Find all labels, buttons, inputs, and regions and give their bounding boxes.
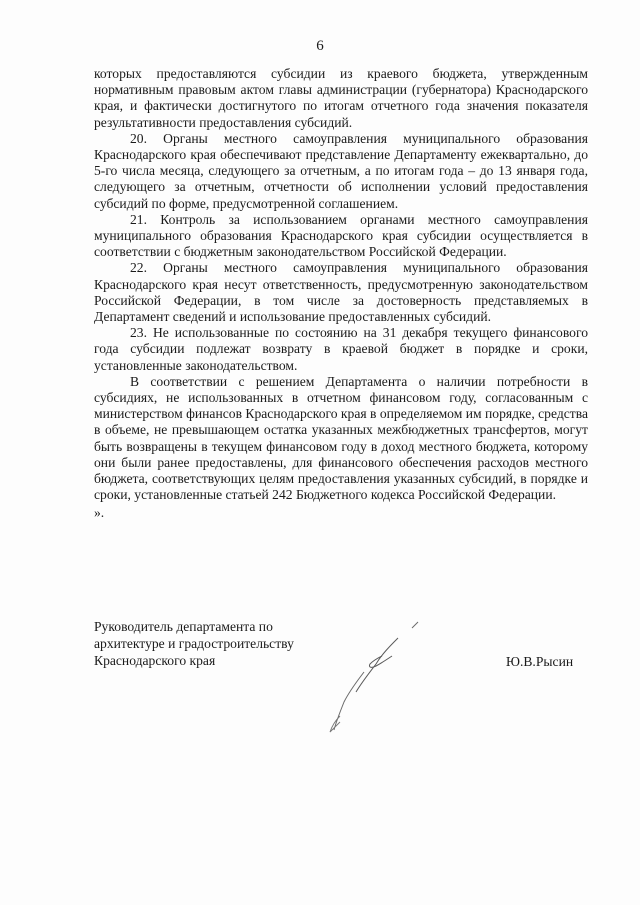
signatory-title-line-1: Руководитель департамента по [94, 619, 273, 634]
page-number: 6 [316, 38, 324, 54]
handwritten-signature [300, 612, 440, 742]
signatory-title-line-2: архитектуре и градостроительству [94, 636, 294, 651]
signatory-title-line-3: Краснодарского края [94, 653, 216, 668]
document-body [94, 66, 588, 522]
paragraph-20: 20. Органы местного самоуправления муниципального образования Краснодарского края обеспечивают представление Департаменту ежеквартально, до 5-го числа месяца, следующего за отчетным, а по итогам года – до 13 января года, следующего за отчетным, отчетности об исполнении условий предоставления субсидий по форме, предусмотренной соглашением. [94, 130, 588, 211]
paragraph-21: 21. Контроль за использованием органами местного самоуправления муниципального образования Краснодарского края субсидии осуществляется в соответствии с бюджетным законодательством Российской Федерации. [94, 211, 588, 260]
signatory-name: Ю.В.Рысин [506, 654, 574, 669]
closing-quote-mark: ». [94, 505, 105, 521]
paragraph-continuation: которых предоставляются субсидии из краевого бюджета, утвержденным нормативным правовым актом главы администрации (губернатора) Краснодарского края, и фактически достигнутого по итогам отчетного года значения показателя результативности предоставления субсидий. [94, 66, 588, 130]
paragraph-23: 23. Не использованные по состоянию на 31 декабря текущего финансового года субсидии подлежат возврату в краевой бюджет в порядке и сроки, установленные законодательством. [94, 325, 588, 373]
paragraph-22: 22. Органы местного самоуправления муниципального образования Краснодарского края несут ответственность, предусмотренную законодательством Российской Федерации, в том числе за достоверность представляемых в Департамент сведений и использование предоставленных субсидий. [94, 260, 588, 325]
paragraph-23-continuation: В соответствии с решением Департамента о наличии потребности в субсидиях, не использованных в отчетном финансовом году, согласованным с министерством финансов Краснодарского края в определяемом им порядке, средства в объеме, не превышающем остатка указанных межбюджетных трансфертов, могут быть возвращены в текущем финансовом году в доход местного бюджета, которому они были ранее предоставлены, для финансового обеспечения расходов местного бюджета, соответствующих целям предоставления указанных субсидий, в порядке и сроки, установленные статьей 242 Бюджетного кодекса Российской Федерации. [94, 373, 588, 503]
